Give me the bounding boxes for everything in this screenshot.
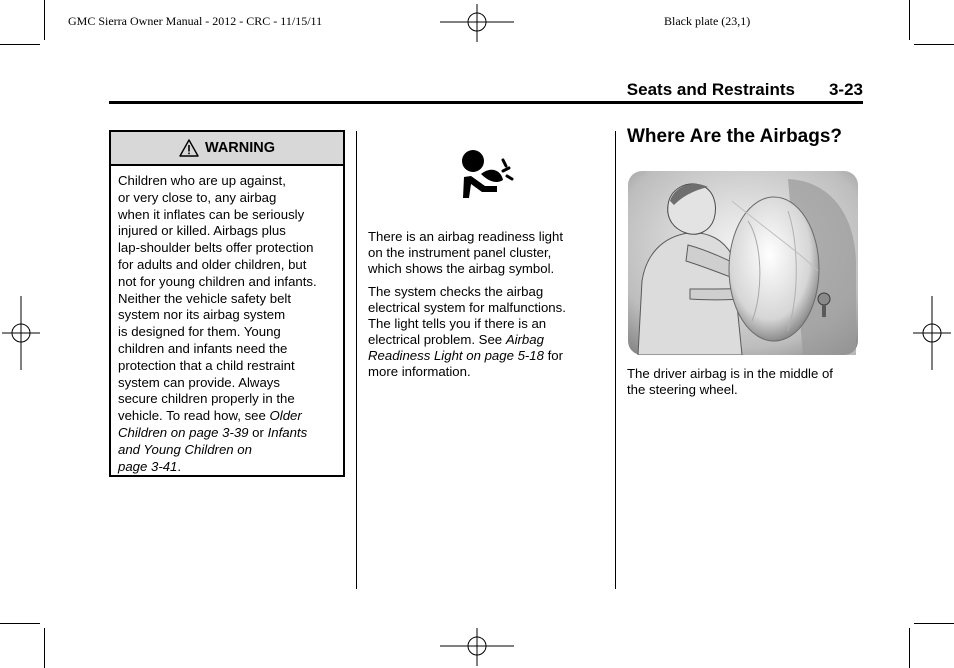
print-header-right: Black plate (23,1) [664, 14, 751, 28]
text-line: for [543, 348, 564, 363]
registration-mark [913, 296, 951, 370]
warning-title: WARNING [204, 140, 276, 156]
warning-line [118, 408, 337, 425]
section-title: Where Are the Airbags? [627, 126, 843, 147]
registration-mark [2, 296, 40, 370]
middle-column-text [368, 229, 608, 387]
warning-line: protection that a child restraint [118, 357, 295, 373]
crop-mark [44, 628, 45, 668]
section-name: Seats and Restraints [626, 80, 795, 99]
text-line: on the instrument panel cluster, [368, 245, 552, 260]
cross-reference-link[interactable]: page 3-41 [118, 458, 178, 474]
cross-reference-link[interactable]: Airbag [505, 332, 544, 347]
warning-line: or very close to, any airbag [118, 189, 277, 205]
warning-text: or [248, 424, 268, 440]
warning-line: secure children properly in the [118, 391, 295, 407]
warning-text: . [177, 458, 182, 474]
text-line: which shows the airbag symbol. [368, 261, 555, 276]
text-line: more information. [368, 364, 471, 379]
warning-line: for adults and older children, but [118, 256, 307, 272]
exclamation-triangle-icon [179, 139, 199, 157]
warning-line: Neither the vehicle safety belt [118, 290, 291, 306]
warning-line: is designed for them. Young [118, 324, 281, 340]
text-line: electrical problem. See [368, 332, 506, 347]
warning-line: system can provide. Always [118, 374, 280, 390]
text-line: The system checks the airbag [368, 284, 544, 299]
running-head [109, 80, 863, 100]
text-line: electrical system for malfunctions. [368, 300, 566, 315]
warning-line: lap-shoulder belts offer protection [118, 240, 314, 256]
paragraph [368, 284, 608, 380]
registration-mark [440, 628, 514, 666]
caption-line: The driver airbag is in the middle of [627, 366, 833, 381]
crop-mark [909, 628, 910, 668]
warning-body [111, 166, 343, 475]
crop-mark [0, 623, 40, 624]
warning-line [118, 459, 337, 476]
paragraph [368, 229, 608, 277]
crop-mark [44, 0, 45, 40]
column-divider [615, 131, 616, 589]
registration-mark [440, 4, 514, 42]
cross-reference-link[interactable]: Readiness Light on page 5-18 [368, 348, 544, 363]
crop-mark [0, 44, 40, 45]
warning-line: system nor its airbag system [118, 307, 286, 323]
crop-mark [914, 44, 954, 45]
warning-line [118, 425, 337, 442]
warning-line: injured or killed. Airbags plus [118, 223, 286, 239]
text-line: The light tells you if there is an [368, 316, 547, 331]
warning-box [109, 130, 345, 477]
warning-line: children and infants need the [118, 340, 288, 356]
warning-line: not for young children and infants. [118, 273, 317, 289]
warning-line [118, 442, 337, 459]
crop-mark [909, 0, 910, 40]
cross-reference-link[interactable]: and Young Children on [118, 441, 252, 457]
text-line: There is an airbag readiness light [368, 229, 563, 244]
airbag-readiness-symbol-icon [459, 146, 515, 202]
cross-reference-link[interactable]: Children on page 3-39 [118, 424, 249, 440]
print-header-left: GMC Sierra Owner Manual - 2012 - CRC - 11/15/11 [68, 14, 323, 28]
warning-text: vehicle. To read how, see [118, 408, 270, 424]
cross-reference-link[interactable]: Older [269, 408, 302, 424]
page-number: 3-23 [828, 80, 863, 99]
illustration-caption [627, 366, 862, 398]
driver-airbag-illustration [628, 171, 858, 355]
caption-line: the steering wheel. [627, 382, 738, 397]
crop-mark [914, 623, 954, 624]
cross-reference-link[interactable]: Infants [267, 424, 308, 440]
header-rule [109, 101, 863, 104]
warning-line: when it inflates can be seriously [118, 206, 305, 222]
warning-line: Children who are up against, [118, 173, 286, 188]
column-divider [356, 131, 357, 589]
warning-header [111, 132, 343, 166]
